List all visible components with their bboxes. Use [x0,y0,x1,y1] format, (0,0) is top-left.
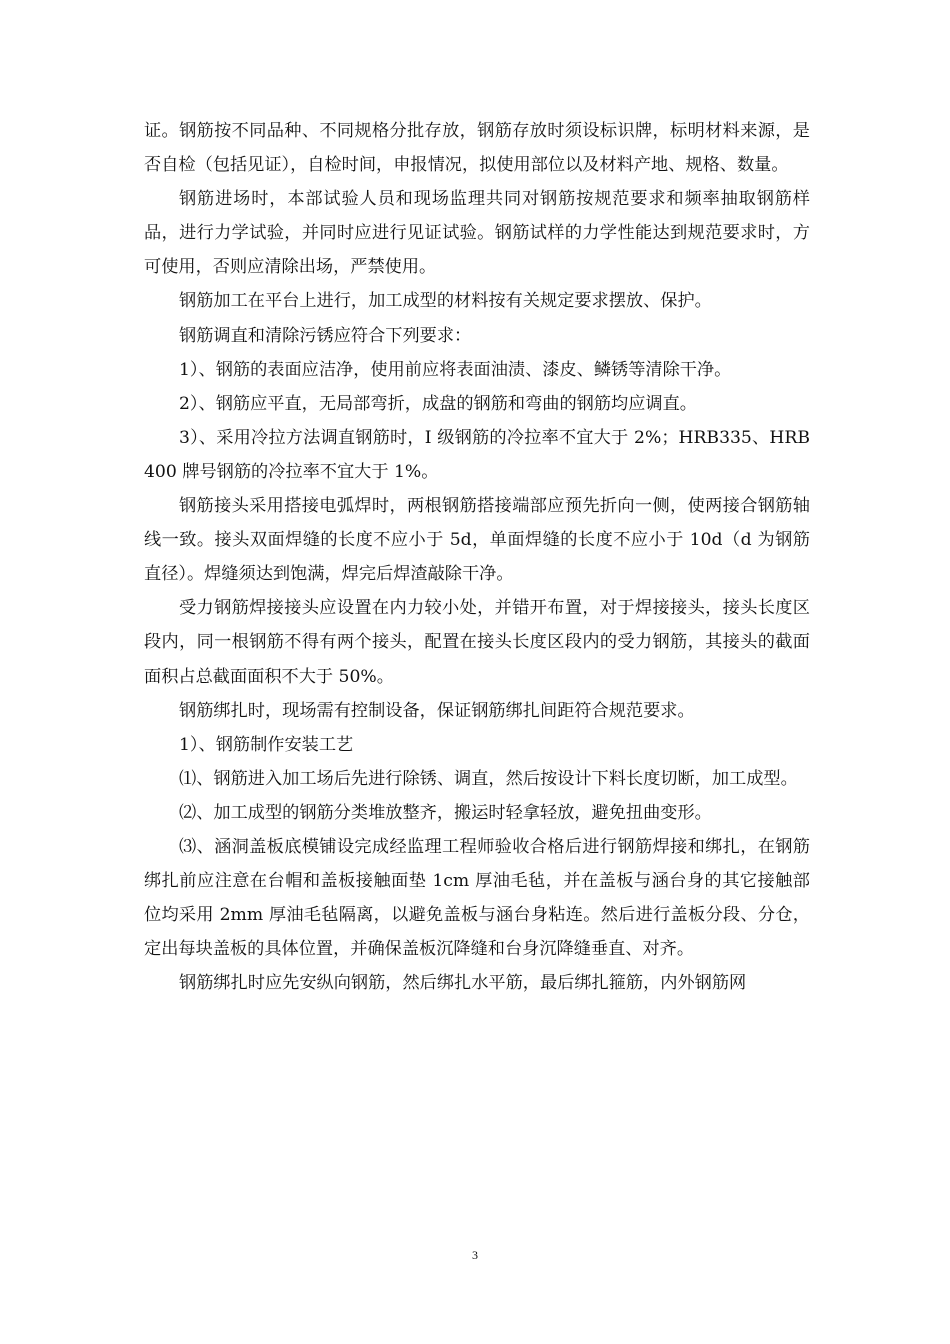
paragraph-7: 3）、采用冷拉方法调直钢筋时，I 级钢筋的冷拉率不宜大于 2%；HRB335、HRB400 牌号钢筋的冷拉率不宜大于 1%。 [144,427,810,482]
document-body [144,114,810,1000]
paragraph-13: ⑵、加工成型的钢筋分类堆放整齐，搬运时轻拿轻放，避免扭曲变形。 [179,802,712,823]
paragraph-10: 钢筋绑扎时，现场需有控制设备，保证钢筋绑扎间距符合规范要求。 [179,700,695,721]
paragraph-6: 2）、钢筋应平直，无局部弯折，成盘的钢筋和弯曲的钢筋均应调直。 [179,393,697,414]
paragraph-8: 钢筋接头采用搭接电弧焊时，两根钢筋搭接端部应预先折向一侧，使两接合钢筋轴线一致。接头双面焊缝的长度不应小于 5d，单面焊缝的长度不应小于 10d（d 为钢筋直径）。焊缝须达到饱满，焊完后焊渣敲除干净。 [144,496,810,585]
paragraph-15: 钢筋绑扎时应先安纵向钢筋，然后绑扎水平筋，最后绑扎箍筋，内外钢筋网 [179,973,747,994]
paragraph-4: 钢筋调直和清除污锈应符合下列要求： [179,325,472,346]
paragraph-9: 受力钢筋焊接接头应设置在内力较小处，并错开布置，对于焊接接头，接头长度区段内，同一根钢筋不得有两个接头，配置在接头长度区段内的受力钢筋，其接头的截面面积占总截面面积不大于 50%。 [144,598,810,687]
page-number: 3 [472,1248,478,1262]
paragraph-14: ⑶、涵洞盖板底模铺设完成经监理工程师验收合格后进行钢筋焊接和绑扎，在钢筋绑扎前应注意在台帽和盖板接触面垫 1cm 厚油毛毡，并在盖板与涵台身的其它接触部位均采用 2mm 厚油毛毡隔离，以避免盖板与涵台身粘连。然后进行盖板分段、分仓，定出每块盖板的具体位置，并确保盖板沉降缝和台身沉降缝垂直、对齐。 [144,836,810,960]
paragraph-11: 1）、钢筋制作安装工艺 [179,734,354,755]
paragraph-5: 1）、钢筋的表面应洁净，使用前应将表面油渍、漆皮、鳞锈等清除干净。 [179,359,732,380]
paragraph-3: 钢筋加工在平台上进行，加工成型的材料按有关规定要求摆放、保护。 [179,291,712,312]
paragraph-2: 钢筋进场时，本部试验人员和现场监理共同对钢筋按规范要求和频率抽取钢筋样品，进行力学试验，并同时应进行见证试验。钢筋试样的力学性能达到规范要求时，方可使用，否则应清除出场，严禁使用。 [144,189,810,278]
paragraph-12: ⑴、钢筋进入加工场后先进行除锈、调直，然后按设计下料长度切断，加工成型。 [179,768,798,789]
paragraph-1: 证。钢筋按不同品种、不同规格分批存放，钢筋存放时须设标识牌，标明材料来源，是否自检（包括见证），自检时间，申报情况，拟使用部位以及材料产地、规格、数量。 [144,121,810,176]
